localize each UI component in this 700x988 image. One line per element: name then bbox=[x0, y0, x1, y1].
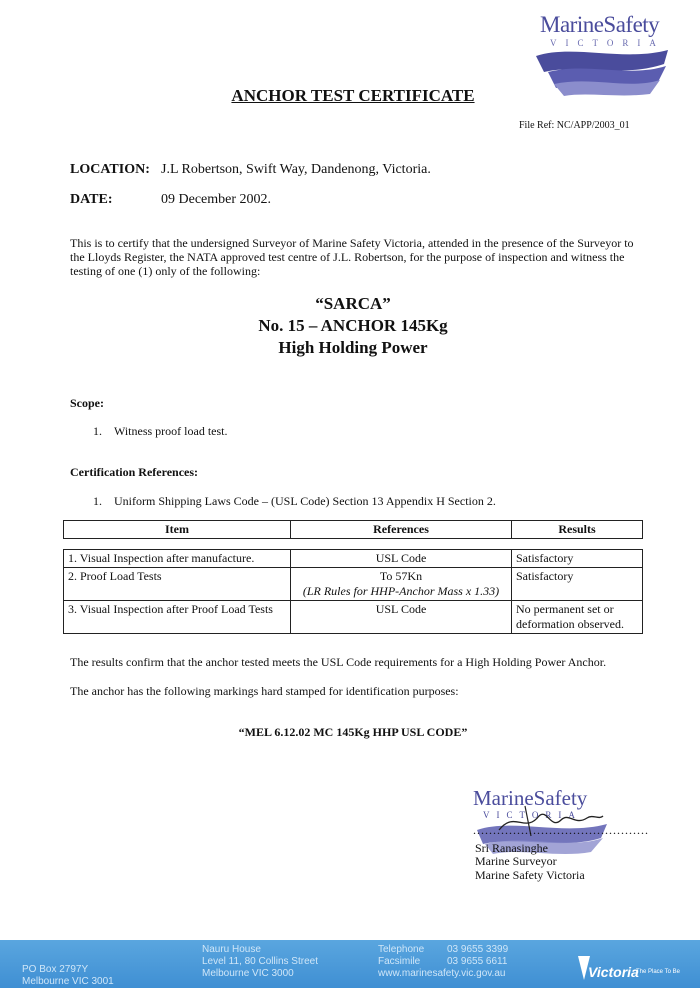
victoria-tagline: The Place To Be bbox=[636, 969, 680, 975]
vessel-block bbox=[0, 293, 700, 359]
footer-street: Level 11, 80 Collins Street bbox=[202, 956, 318, 967]
footer-street-address bbox=[202, 944, 318, 980]
scope-item: 1. Witness proof load test. bbox=[93, 424, 228, 438]
date-label: DATE: bbox=[70, 192, 113, 207]
anchor-marking: “MEL 6.12.02 MC 145Kg HHP USL CODE” bbox=[238, 725, 468, 739]
header-item: Item bbox=[64, 521, 291, 539]
certification-references-heading: Certification References: bbox=[70, 465, 199, 479]
results-table bbox=[63, 520, 643, 634]
victoria-logo: Victoria bbox=[588, 964, 639, 980]
date-value: 09 December 2002. bbox=[161, 192, 272, 207]
footer-po-city: Melbourne VIC 3001 bbox=[22, 976, 114, 987]
location-value: J.L Robertson, Swift Way, Dandenong, Victoria. bbox=[161, 162, 431, 177]
header-references: References bbox=[291, 521, 512, 539]
footer-telephone: 03 9655 3399 bbox=[447, 944, 509, 955]
row-item: 3. Visual Inspection after Proof Load Tests bbox=[64, 601, 291, 634]
footer-telephone-label: Telephone bbox=[378, 944, 425, 955]
row-item: 1. Visual Inspection after manufacture. bbox=[64, 550, 291, 568]
row-item: 2. Proof Load Tests bbox=[64, 568, 291, 601]
footer-facsimile-label: Facsimile bbox=[378, 956, 421, 967]
footer-contact-values bbox=[447, 944, 508, 968]
logo-wordmark: MarineSafety bbox=[540, 12, 660, 37]
signatory-title: Marine Surveyor bbox=[475, 854, 557, 868]
row-reference bbox=[291, 568, 512, 601]
row-result: Satisfactory bbox=[512, 568, 643, 601]
logo-subtitle: VICTORIA bbox=[550, 38, 665, 48]
stamp-subtitle: VICTORIA bbox=[483, 810, 582, 820]
location-label: LOCATION: bbox=[70, 162, 150, 177]
anchor-type: High Holding Power bbox=[278, 338, 428, 357]
stamp-wordmark: MarineSafety bbox=[473, 786, 588, 810]
footer-building: Nauru House bbox=[202, 944, 261, 955]
markings-statement: The anchor has the following markings hard stamped for identification purposes: bbox=[70, 684, 459, 698]
scope-heading: Scope: bbox=[70, 396, 104, 410]
signatory-organisation: Marine Safety Victoria bbox=[475, 868, 585, 882]
results-statement: The results confirm that the anchor tested meets the USL Code requirements for a High Holding Power Anchor. bbox=[70, 655, 607, 669]
signatory-name: Sri Ranasinghe bbox=[475, 841, 548, 855]
file-reference: File Ref: NC/APP/2003_01 bbox=[519, 120, 630, 131]
footer-postal bbox=[22, 964, 114, 988]
signature-line: ............................................ bbox=[473, 823, 649, 837]
footer-po-box: PO Box 2797Y bbox=[22, 964, 89, 975]
marine-safety-logo bbox=[528, 8, 678, 96]
row-reference: USL Code bbox=[291, 550, 512, 568]
certification-reference-item: 1. Uniform Shipping Laws Code – (USL Code) Section 13 Appendix H Section 2. bbox=[93, 494, 496, 508]
footer-bar bbox=[0, 940, 700, 988]
table-row bbox=[64, 550, 643, 568]
row-reference-note: (LR Rules for HHP-Anchor Mass x 1.33) bbox=[302, 584, 500, 598]
certification-intro: This is to certify that the undersigned Surveyor of Marine Safety Victoria, attended in the presence of the Surveyor to the Lloyds Register, the NATA approved test centre of J.L. Robertson, for the purpose of inspection and witness the testing of one (1) only of the following: bbox=[70, 236, 634, 278]
row-result: Satisfactory bbox=[512, 550, 643, 568]
anchor-description: No. 15 – ANCHOR 145Kg bbox=[258, 316, 448, 335]
row-reference-main: To 57Kn bbox=[379, 569, 423, 583]
table-row bbox=[64, 568, 643, 601]
row-reference: USL Code bbox=[291, 601, 512, 634]
row-result: No permanent set or deformation observed. bbox=[512, 601, 643, 634]
footer-city: Melbourne VIC 3000 bbox=[202, 968, 294, 979]
header-results: Results bbox=[512, 521, 643, 539]
table-row bbox=[64, 601, 643, 634]
footer-website-link[interactable]: www.marinesafety.vic.gov.au bbox=[378, 968, 506, 979]
table-spacer bbox=[64, 539, 643, 550]
page-title: ANCHOR TEST CERTIFICATE bbox=[231, 86, 475, 105]
footer-facsimile: 03 9655 6611 bbox=[447, 956, 508, 967]
vessel-name: “SARCA” bbox=[315, 294, 391, 313]
table-header-row bbox=[64, 521, 643, 539]
